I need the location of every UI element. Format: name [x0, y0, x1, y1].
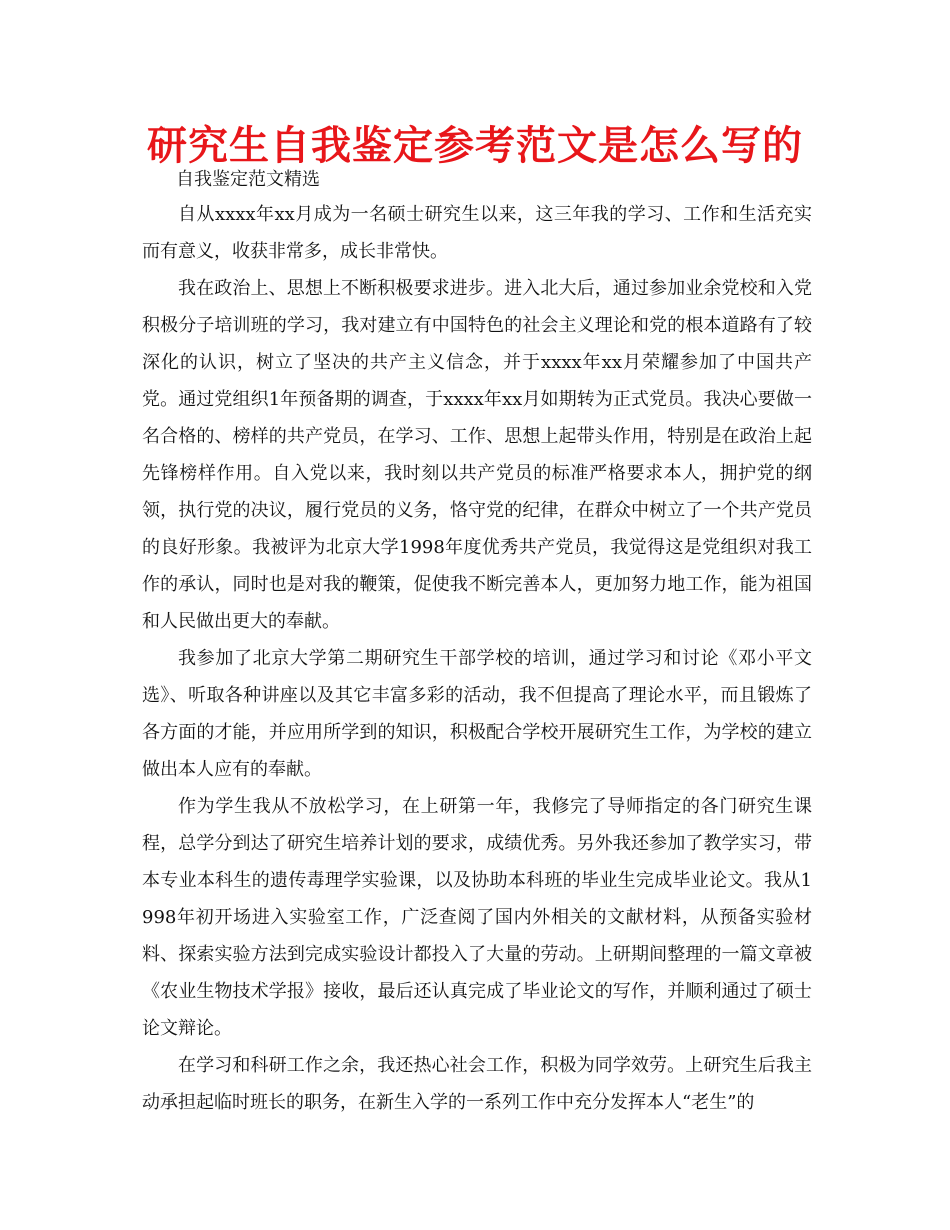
- document-subtitle: 自我鉴定范文精选: [176, 169, 320, 190]
- paragraph-5: 在学习和科研工作之余，我还热心社会工作，积极为同学效劳。上研究生后我主动承担起临时班长的职务，在新生入学的一系列工作中充分发挥本人“老生”的: [142, 1055, 812, 1113]
- paragraph-3: 我参加了北京大学第二期研究生干部学校的培训，通过学习和讨论《邓小平文选》、听取各种讲座以及其它丰富多彩的活动，我不但提高了理论水平，而且锻炼了各方面的才能，并应用所学到的知识，积极配合学校开展研究生工作，为学校的建立做出本人应有的奉献。: [142, 648, 812, 780]
- paragraph-2: 我在政治上、思想上不断积极要求进步。进入北大后，通过参加业余党校和入党积极分子培训班的学习，我对建立有中国特色的社会主义理论和党的根本道路有了较深化的认识，树立了坚决的共产主义信念，并于xxxx年xx月荣耀参加了中国共产党。通过党组织1年预备期的调查，于xxxx年xx月如期转为正式党员。我决心要做一名合格的、榜样的共产党员，在学习、工作、思想上起带头作用，特别是在政治上起先锋榜样作用。自入党以来，我时刻以共产党员的标准严格要求本人，拥护党的纲领，执行党的决议，履行党员的义务，恪守党的纪律，在群众中树立了一个共产党员的良好形象。我被评为北京大学1998年度优秀共产党员，我觉得这是党组织对我工作的承认，同时也是对我的鞭策，促使我不断完善本人，更加努力地工作，能为祖国和人民做出更大的奉献。: [142, 278, 812, 632]
- paragraph-1: 自从xxxx年xx月成为一名硕士研究生以来，这三年我的学习、工作和生活充实而有意义，收获非常多，成长非常快。: [142, 204, 812, 262]
- document-body: [142, 196, 812, 1121]
- paragraph-4: 作为学生我从不放松学习，在上研第一年，我修完了导师指定的各门研究生课程，总学分到达了研究生培养计划的要求，成绩优秀。另外我还参加了教学实习，带本专业本科生的遗传毒理学实验课，以及协助本科班的毕业生完成毕业论文。我从1998年初开场进入实验室工作，广泛查阅了国内外相关的文献材料，从预备实验材料、探索实验方法到完成实验设计都投入了大量的劳动。上研期间整理的一篇文章被《农业生物技术学报》接收，最后还认真完成了毕业论文的写作，并顺利通过了硕士论文辩论。: [142, 796, 812, 1039]
- document-title: 研究生自我鉴定参考范文是怎么写的: [147, 123, 803, 169]
